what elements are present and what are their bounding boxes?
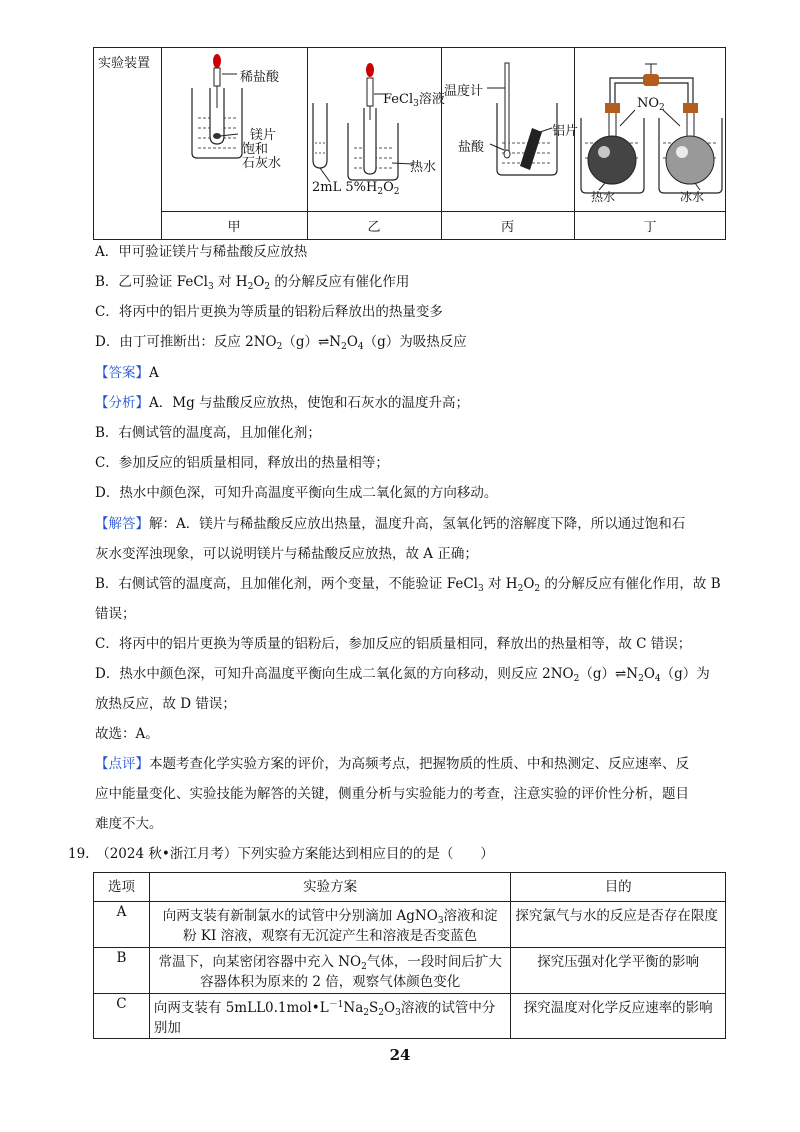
- label-mg-strip: 镁片: [250, 128, 277, 143]
- label-limewater: 石灰水: [242, 156, 282, 171]
- solution-line-5: C．将丙中的铝片更换为等质量的铝粉后，参加反应的铝质量相同，释放出的热量相等，故 C 错误；: [95, 636, 692, 652]
- question-19-stem: 19. （2024 秋•浙江月考）下列实验方案能达到相应目的的是（ ）: [68, 846, 494, 862]
- solution-line-6: D．热水中颜色深，可知升高温度平衡向生成二氧化氮的方向移动，则反应 $2NO_2(g)\rightleftharpoons N_2O_4(g)$为: [95, 666, 710, 684]
- row-c-option: C: [94, 994, 150, 1039]
- label-fecl3-solution: FeCl$_3$溶液: [383, 92, 445, 109]
- analysis-line-1: 【分析】A．Mg 与盐酸反应放热，使饱和石灰水的温度升高；: [95, 395, 470, 411]
- question-19-table: [93, 872, 726, 1039]
- solution-line-8: 故选：A。: [95, 726, 159, 742]
- solution-line-3: B．右侧试管的温度高，且加催化剂，两个变量，不能验证 FeCl$_3$ 对 $H_2O_2$ 的分解反应有催化作用，故 B: [95, 576, 721, 594]
- solution-line-7: 放热反应，故 D 错误；: [95, 696, 236, 712]
- page-number: 24: [389, 1046, 411, 1064]
- label-dilute-hcl: 稀盐酸: [240, 70, 280, 85]
- table-header-row: [94, 873, 726, 902]
- analysis-line-2: B．右侧试管的温度高，且加催化剂；: [95, 425, 321, 441]
- label-hot-water-ding: 热水: [591, 190, 616, 204]
- apparatus-table: [93, 47, 726, 240]
- label-saturated: 饱和: [242, 142, 269, 157]
- analysis-line-3: C．参加反应的铝质量相同，释放出的热量相等；: [95, 455, 389, 471]
- label-thermometer: 温度计: [444, 84, 484, 99]
- option-a: A．甲可验证镁片与稀盐酸反应放热: [95, 244, 308, 260]
- row-b-goal: 探究压强对化学平衡的影响: [511, 948, 726, 994]
- solution-line-4: 错误；: [95, 606, 136, 622]
- caption-ding: 丁: [643, 220, 657, 235]
- table-row: [94, 994, 726, 1039]
- solution-line-1: 【解答】解：A．镁片与稀盐酸反应放出热量，温度升高，氢氧化钙的溶解度下降，所以通过饱和石: [95, 516, 686, 532]
- caption-jia: 甲: [227, 220, 241, 235]
- label-no2: $NO_2$: [637, 96, 665, 113]
- comment-line-1: 【点评】本题考查化学实验方案的评价，为高频考点，把握物质的性质、中和热测定、反应速率、反: [95, 756, 689, 772]
- label-ice-water: 冰水: [680, 190, 705, 204]
- option-d: D．由丁可推断出：反应 $2NO_2(g)\rightleftharpoons N_2O_4(g)$为吸热反应: [95, 334, 467, 352]
- comment-line-2: 应中能量变化、实验技能为解答的关键，侧重分析与实验能力的考查，注意实验的评价性分析，题目: [95, 786, 689, 802]
- answer-tag: 【答案】: [95, 365, 149, 381]
- caption-yi: 乙: [367, 220, 381, 235]
- row-c-plan: 向两支装有 $5mLL0.1mol•L^{-1}Na_2S_2O_3$溶液的试管中分别加: [149, 994, 510, 1039]
- table-row: [94, 902, 726, 948]
- caption-bing: 丙: [500, 220, 514, 235]
- label-al-strip: 铝片: [552, 124, 579, 139]
- answer-line: [95, 363, 159, 383]
- option-c: C．将丙中的铝片更换为等质量的铝粉后释放出的热量变多: [95, 304, 443, 320]
- row-a-option: A: [94, 902, 150, 948]
- analysis-line-4: D．热水中颜色深，可知升高温度平衡向生成二氧化氮的方向移动。: [95, 485, 498, 501]
- row-c-goal: 探究温度对化学反应速率的影响: [511, 994, 726, 1039]
- row-b-plan: 常温下，向某密闭容器中充入 $NO_2$气体，一段时间后扩大 容器体积为原来的 2 倍，观察气体颜色变化: [149, 948, 510, 994]
- apparatus-jia-diagram: [162, 48, 307, 211]
- row-a-plan: 向两支装有新制氯水的试管中分别滴加 AgNO$_3$溶液和淀 粉 KI 溶液，观察有无沉淀产生和溶液是否变蓝色: [149, 902, 510, 948]
- header-option: 选项: [94, 873, 150, 902]
- header-goal: 目的: [511, 873, 726, 902]
- option-b: B．乙可验证 FeCl$_3$ 对 $H_2O_2$ 的分解反应有催化作用: [95, 274, 410, 292]
- apparatus-ding-diagram: [575, 48, 726, 211]
- label-h2o2: 2mL $5\%H_2O_2$: [312, 180, 400, 197]
- apparatus-header: 实验装置: [98, 56, 151, 71]
- comment-tag: 【点评】: [95, 756, 149, 772]
- row-b-option: B: [94, 948, 150, 994]
- analysis-tag: 【分析】: [95, 395, 149, 411]
- label-hot-water: 热水: [410, 160, 437, 175]
- row-a-goal: 探究氯气与水的反应是否存在限度: [511, 902, 726, 948]
- table-row: [94, 948, 726, 994]
- answer-value: A: [149, 365, 159, 381]
- solution-tag: 【解答】: [95, 516, 149, 532]
- comment-line-3: 难度不大。: [95, 816, 163, 832]
- header-plan: 实验方案: [149, 873, 510, 902]
- label-hcl: 盐酸: [458, 140, 485, 155]
- solution-line-2: 灰水变浑浊现象，可以说明镁片与稀盐酸反应放热，故 A 正确；: [95, 546, 478, 562]
